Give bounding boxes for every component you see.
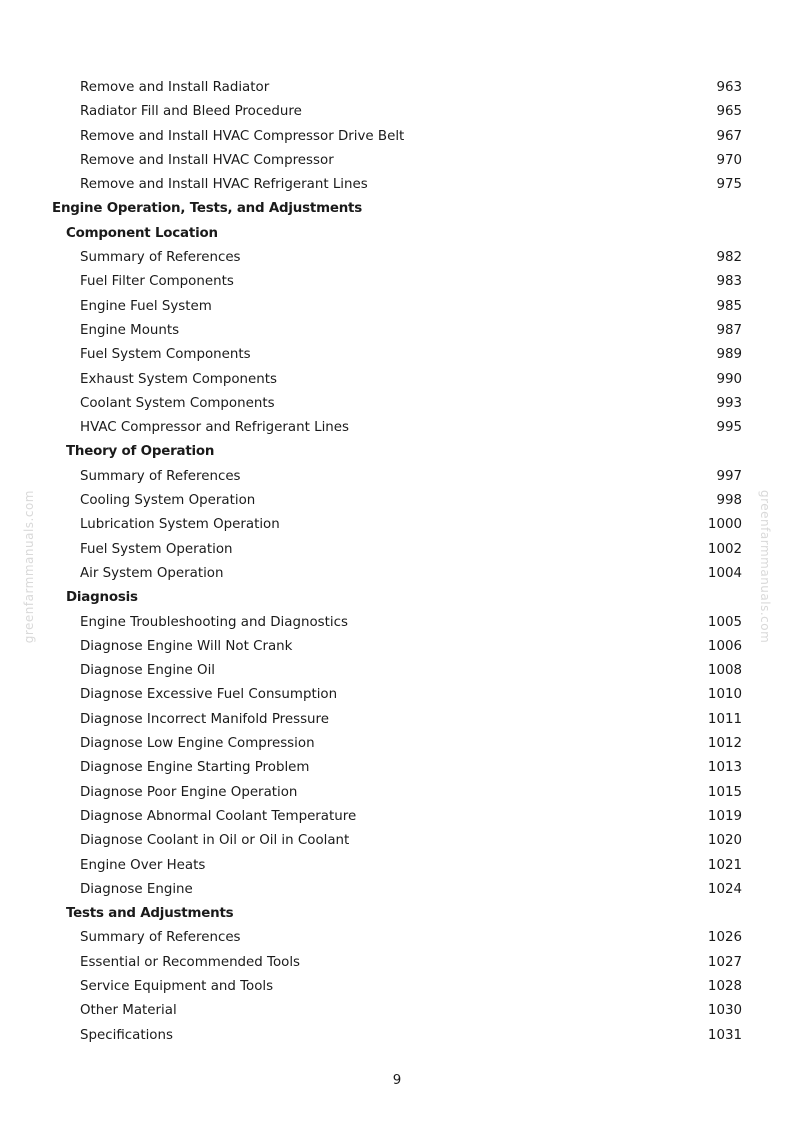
toc-entry-page: 990 [716,371,742,387]
toc-entry[interactable] [52,635,742,659]
toc-entry-title: Engine Mounts [80,322,180,338]
toc-entry-title: Summary of References [80,250,241,266]
toc-entry[interactable] [52,708,742,732]
toc-entry-page: 1024 [707,881,742,897]
toc-entry-page: 1002 [707,541,742,557]
toc-entry-title: Remove and Install Radiator [80,80,270,95]
toc-entry-title: Radiator Fill and Bleed Procedure [80,104,302,120]
watermark-right: greenfarmmanuals.com [758,490,772,644]
toc-entry-title: Remove and Install HVAC Compressor Drive Belt [80,128,405,144]
toc-entry[interactable] [52,368,742,392]
toc-entry-page: 985 [716,298,742,314]
toc-entry-page: 970 [716,152,742,168]
toc-entry[interactable] [52,343,742,367]
toc-entry-title: Service Equipment and Tools [80,978,274,994]
toc-entry[interactable] [52,683,742,707]
toc-entry[interactable] [52,732,742,756]
toc-entry[interactable] [52,562,742,586]
toc-entry-title: HVAC Compressor and Refrigerant Lines [80,420,350,436]
toc-entry-title: Diagnose Low Engine Compression [80,736,315,752]
toc-entry[interactable] [52,829,742,853]
toc-entry-title: Diagnosis [66,590,138,606]
toc-entry-page: 987 [716,322,742,338]
toc-entry-page: 1026 [707,930,742,946]
toc-entry-title: Engine Operation, Tests, and Adjustments [52,201,363,217]
toc-entry-title: Engine Over Heats [80,857,206,873]
toc-entry[interactable] [52,125,742,149]
toc-entry[interactable] [52,756,742,780]
toc-entry[interactable] [52,975,742,999]
toc-entry-title: Remove and Install HVAC Refrigerant Lines [80,177,368,193]
toc-entry-page: 989 [716,347,742,363]
toc-entry[interactable] [52,538,742,562]
toc-entry-page: 1005 [707,614,742,630]
toc-entry-title: Fuel System Operation [80,541,233,557]
toc-entry[interactable] [52,1024,742,1048]
toc-entry[interactable] [52,392,742,416]
toc-entry[interactable] [52,878,742,902]
toc-entry-page: 967 [716,128,742,144]
toc-entry-page: 1012 [707,736,742,752]
toc-entry-page: 983 [716,274,742,290]
toc-entry[interactable] [52,173,742,197]
toc-entry[interactable] [52,854,742,878]
toc-entry-page: 1031 [707,1027,742,1043]
toc-entry-page: 1021 [707,857,742,873]
toc-entry-title: Theory of Operation [66,444,215,460]
toc-entry-page: 1030 [707,1003,742,1019]
toc-entry-title: Cooling System Operation [80,493,256,509]
toc-entry-page: 1004 [707,565,742,581]
toc-entry-page: 982 [716,250,742,266]
toc-entry-title: Essential or Recommended Tools [80,954,301,970]
table-of-contents [52,76,742,1048]
toc-entry[interactable] [52,926,742,950]
toc-entry-page: 1000 [707,517,742,533]
toc-entry-page: 975 [716,177,742,193]
toc-entry[interactable] [52,76,742,100]
toc-entry-page: 998 [716,493,742,509]
toc-entry-page: 1020 [707,833,742,849]
toc-entry-page: 963 [716,80,742,95]
toc-entry-page: 1006 [707,638,742,654]
toc-entry-page: 997 [716,468,742,484]
toc-section-heading [52,222,742,246]
toc-entry-page: 1013 [707,760,742,776]
toc-entry[interactable] [52,295,742,319]
toc-entry-page: 993 [716,395,742,411]
toc-entry[interactable] [52,270,742,294]
toc-entry-title: Component Location [66,225,218,241]
toc-section-heading [52,902,742,926]
toc-entry-title: Air System Operation [80,565,224,581]
toc-entry-title: Diagnose Poor Engine Operation [80,784,298,800]
toc-entry-title: Exhaust System Components [80,371,277,387]
toc-entry-page: 1011 [707,711,742,727]
toc-entry[interactable] [52,465,742,489]
toc-entry[interactable] [52,489,742,513]
toc-entry-title: Diagnose Engine Will Not Crank [80,638,293,654]
toc-entry-title: Tests and Adjustments [66,906,234,922]
toc-entry-title: Fuel System Components [80,347,251,363]
toc-entry-page: 1010 [707,687,742,703]
toc-entry-page: 965 [716,104,742,120]
toc-entry-page: 1019 [707,808,742,824]
toc-entry-page: 1015 [707,784,742,800]
toc-entry-title: Fuel Filter Components [80,274,234,290]
toc-entry-title: Remove and Install HVAC Compressor [80,152,334,168]
toc-entry[interactable] [52,246,742,270]
toc-entry-title: Diagnose Engine [80,881,193,897]
toc-entry-title: Other Material [80,1003,177,1019]
toc-entry-title: Engine Troubleshooting and Diagnostics [80,614,348,630]
toc-entry[interactable] [52,781,742,805]
toc-entry[interactable] [52,805,742,829]
toc-entry-title: Summary of References [80,468,241,484]
toc-entry-title: Coolant System Components [80,395,275,411]
toc-section-heading [52,586,742,610]
toc-entry[interactable] [52,149,742,173]
toc-entry-page: 1027 [707,954,742,970]
toc-entry-title: Diagnose Engine Starting Problem [80,760,310,776]
toc-entry-title: Specifications [80,1027,173,1043]
toc-entry-title: Lubrication System Operation [80,517,280,533]
toc-entry[interactable] [52,951,742,975]
toc-entry-title: Diagnose Coolant in Oil or Oil in Coolant [80,833,350,849]
toc-entry-page: 995 [716,420,742,436]
toc-entry[interactable] [52,513,742,537]
toc-entry[interactable] [52,659,742,683]
toc-entry-title: Engine Fuel System [80,298,212,314]
toc-entry-title: Diagnose Abnormal Coolant Temperature [80,808,357,824]
watermark-left: greenfarmmanuals.com [22,490,36,644]
toc-entry[interactable] [52,416,742,440]
toc-section-heading [52,440,742,464]
page-number: 9 [392,1073,402,1088]
toc-entry[interactable] [52,319,742,343]
toc-entry[interactable] [52,100,742,124]
toc-entry[interactable] [52,611,742,635]
toc-entry-title: Diagnose Engine Oil [80,663,216,679]
toc-entry-page: 1008 [707,663,742,679]
toc-entry-page: 1028 [707,978,742,994]
toc-entry-title: Summary of References [80,930,241,946]
toc-section-heading [52,197,742,221]
toc-entry-title: Diagnose Excessive Fuel Consumption [80,687,338,703]
toc-entry[interactable] [52,999,742,1023]
toc-entry-title: Diagnose Incorrect Manifold Pressure [80,711,329,727]
